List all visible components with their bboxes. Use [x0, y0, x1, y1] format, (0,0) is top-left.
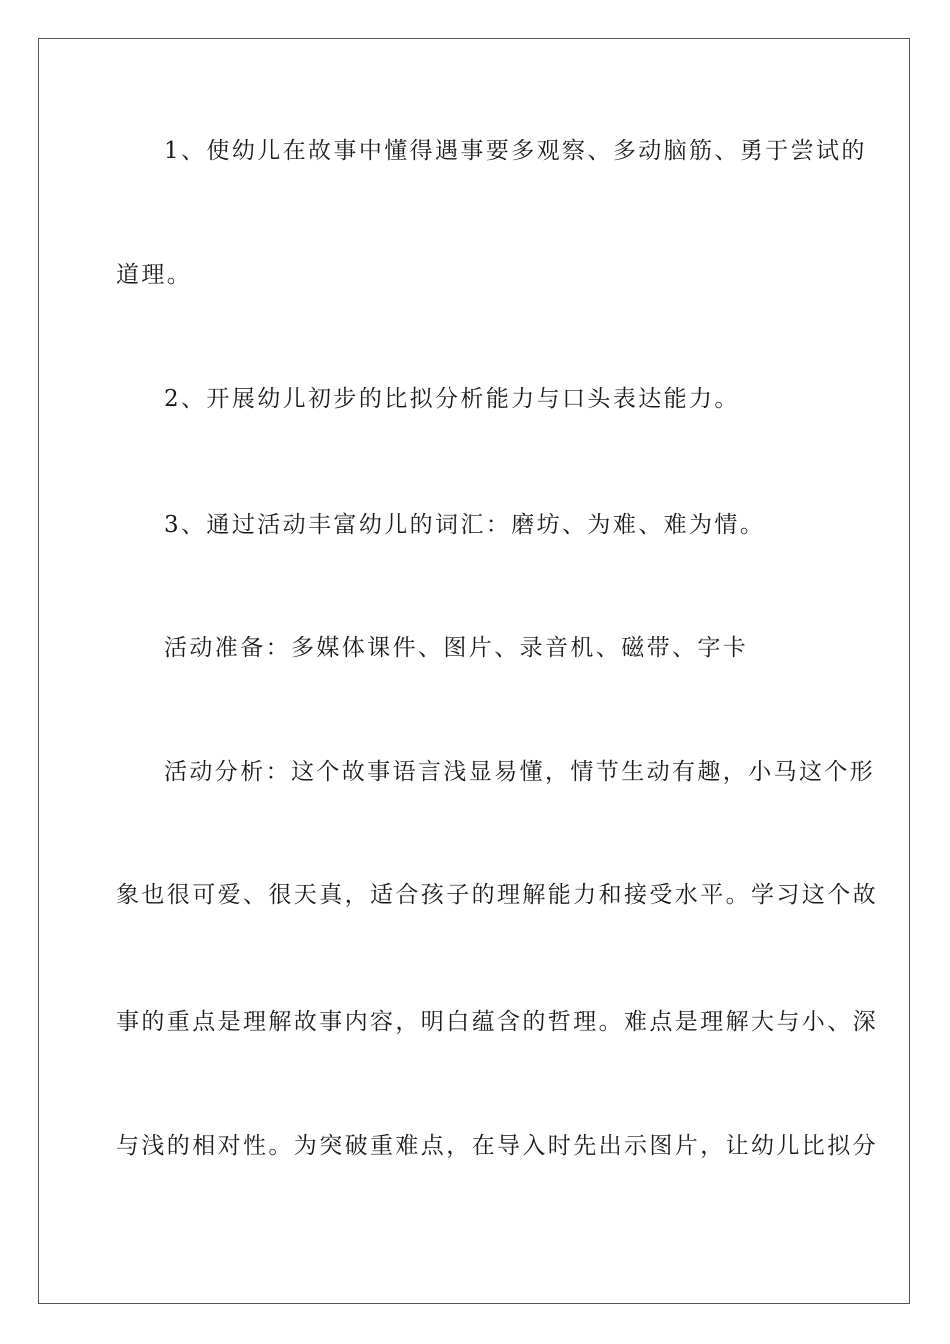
text-line-analysis-4: 与浅的相对性。为突破重难点，在导入时先出示图片，让幼儿比拟分 [116, 1133, 878, 1159]
page-border [38, 38, 910, 1304]
text-line-analysis-1: 活动分析：这个故事语言浅显易懂，情节生动有趣，小马这个形 [164, 759, 876, 785]
text-line-goal-2: 2、开展幼儿初步的比拟分析能力与口头表达能力。 [164, 386, 740, 412]
text-line-analysis-3: 事的重点是理解故事内容，明白蕴含的哲理。难点是理解大与小、深 [116, 1009, 878, 1035]
text-line-goal-1-cont: 道理。 [116, 262, 193, 288]
text-line-goal-3: 3、通过活动丰富幼儿的词汇：磨坊、为难、难为情。 [164, 512, 766, 538]
text-line-analysis-2: 象也很可爱、很天真，适合孩子的理解能力和接受水平。学习这个故 [116, 882, 878, 908]
text-line-goal-1: 1、使幼儿在故事中懂得遇事要多观察、多动脑筋、勇于尝试的 [164, 138, 867, 164]
text-line-preparation: 活动准备：多媒体课件、图片、录音机、磁带、字卡 [164, 635, 749, 661]
